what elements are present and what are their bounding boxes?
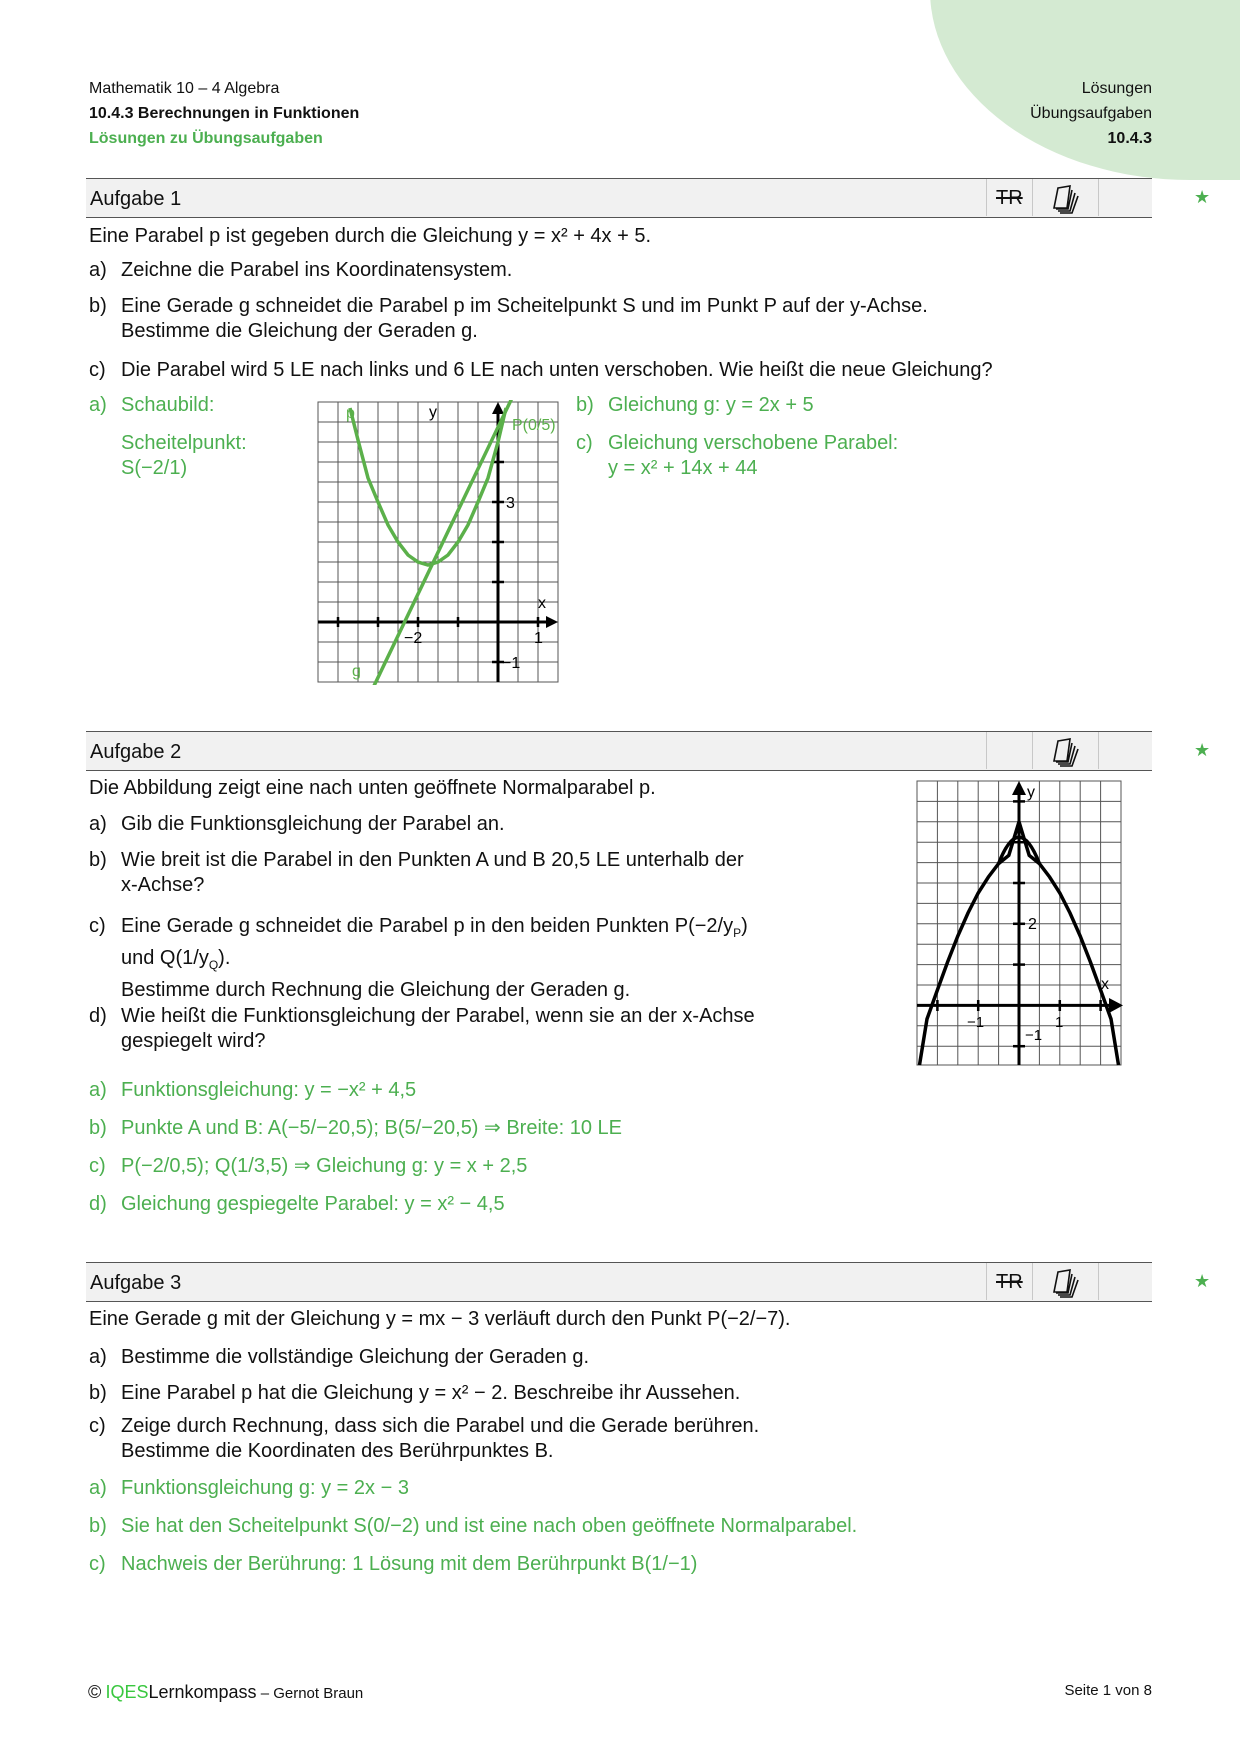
task-3-intro: Eine Gerade g mit der Gleichung y = mx − 3 verläuft durch den Punkt P(−2/−7).	[89, 1308, 791, 1330]
task-3-question-b: b) Eine Parabel p hat die Gleichung y = x² − 2. Beschreibe ihr Aussehen.	[89, 1382, 741, 1404]
task-1-question-b: b) Eine Gerade g schneidet die Parabel p im Scheitelpunkt S und im Punkt P auf der y-Achse. Bestimme die Gleichung der Geraden g.	[89, 295, 928, 342]
task-1-question-c: c) Die Parabel wird 5 LE nach links und 6 LE nach unten verschoben. Wie heißt die neue Gleichung?	[89, 359, 993, 381]
task-2-question-c: c) Eine Gerade g schneidet die Parabel p in den beiden Punkten $P(-2/y_P)$ und $Q(1/y_Q)$. Bestimme durch Rechnung die Gleichung der Geraden g.	[89, 915, 748, 1001]
divider	[1032, 1263, 1033, 1300]
task-2-solution-c: c) P(−2/0,5); Q(1/3,5) ⇒ Gleichung g: y = x + 2,5	[89, 1155, 528, 1177]
brand-lernkompass: Lernkompass	[148, 1682, 257, 1702]
task-title: Aufgabe 3	[90, 1272, 182, 1294]
label-p: p	[346, 405, 355, 422]
task-title: Aufgabe 2	[90, 741, 182, 763]
task-title: Aufgabe 1	[90, 188, 182, 210]
star-icon: ★	[1194, 187, 1211, 207]
svg-text:−1: −1	[1025, 1027, 1043, 1044]
subject-line: Mathematik 10 – 4 Algebra	[89, 80, 280, 97]
task-1-graph	[316, 400, 566, 685]
task-3-question-a: a) Bestimme die vollständige Gleichung der Geraden g.	[89, 1346, 590, 1368]
divider	[986, 179, 987, 216]
task-1-header	[86, 178, 1211, 218]
svg-text:x: x	[1101, 976, 1109, 993]
svg-text:y: y	[429, 404, 437, 421]
no-calculator-icon: TR	[996, 1271, 1023, 1293]
divider	[1098, 179, 1099, 216]
header-right-line2: Übungsaufgaben	[1030, 105, 1152, 122]
no-calculator-icon: TR	[996, 187, 1023, 209]
book-icon	[1048, 184, 1082, 214]
task-2-solution-d: d) Gleichung gespiegelte Parabel: y = x² − 4,5	[89, 1193, 505, 1215]
star-icon: ★	[1194, 1271, 1211, 1291]
task-1-solution-b: b) Gleichung g: y = 2x + 5	[576, 394, 814, 416]
task-1-question-a: a) Zeichne die Parabel ins Koordinatensystem.	[89, 259, 513, 281]
divider	[1032, 732, 1033, 769]
task-1-solution-c: c) Gleichung verschobene Parabel: y = x² + 14x + 44	[576, 432, 899, 479]
task-2-header	[86, 731, 1211, 771]
task-3-solution-b: b) Sie hat den Scheitelpunkt S(0/−2) und ist eine nach oben geöffnete Normalparabel.	[89, 1515, 858, 1537]
svg-text:y: y	[1027, 784, 1035, 801]
svg-text:1: 1	[534, 630, 543, 647]
task-2-intro: Die Abbildung zeigt eine nach unten geöffnete Normalparabel p.	[89, 777, 656, 799]
header-right-number: 10.4.3	[1107, 130, 1152, 147]
svg-text:−2: −2	[404, 630, 423, 647]
book-icon	[1048, 1268, 1082, 1298]
page-number: Seite 1 von 8	[1064, 1682, 1152, 1699]
svg-text:−1: −1	[502, 655, 521, 672]
task-2-question-b: b) Wie breit ist die Parabel in den Punkten A und B 20,5 LE unterhalb der x-Achse?	[89, 849, 744, 896]
svg-text:3: 3	[506, 495, 515, 512]
svg-text:2: 2	[1028, 916, 1037, 933]
divider	[1098, 732, 1099, 769]
label-g: g	[352, 663, 361, 680]
task-3-solution-a: a) Funktionsgleichung g: y = 2x − 3	[89, 1477, 409, 1499]
divider	[1032, 179, 1033, 216]
divider	[1098, 1263, 1099, 1300]
copyright-icon: ©	[88, 1682, 102, 1702]
book-icon	[1048, 737, 1082, 767]
svg-text:1: 1	[1055, 1014, 1064, 1031]
task-1-intro: Eine Parabel p ist gegeben durch die Gleichung y = x² + 4x + 5.	[89, 225, 652, 247]
star-icon: ★	[1194, 740, 1211, 760]
task-2-graph	[915, 779, 1125, 1069]
brand-iqes: IQES	[105, 1682, 149, 1702]
task-2-solution-a: a) Funktionsgleichung: y = −x² + 4,5	[89, 1079, 417, 1101]
svg-text:x: x	[538, 595, 546, 612]
task-3-question-c: c) Zeige durch Rechnung, dass sich die Parabel und die Gerade berühren. Bestimme die Koordinaten des Berührpunktes B.	[89, 1415, 760, 1462]
task-2-question-a: a) Gib die Funktionsgleichung der Parabel an.	[89, 813, 505, 835]
task-3-header	[86, 1262, 1211, 1302]
task-2-question-d: d) Wie heißt die Funktionsgleichung der Parabel, wenn sie an der x-Achse gespiegelt wird?	[89, 1005, 755, 1052]
divider	[986, 1263, 987, 1300]
author: – Gernot Braun	[260, 1685, 364, 1702]
divider	[986, 732, 987, 769]
document-header-left	[89, 76, 359, 151]
point-label: P(0/5)	[512, 417, 556, 434]
task-1-solution-a: a) Schaubild: Scheitelpunkt: S(−2/1)	[89, 394, 247, 479]
task-3-solution-c: c) Nachweis der Berührung: 1 Lösung mit dem Berührpunkt B(1/−1)	[89, 1553, 698, 1575]
footer-branding	[88, 1682, 363, 1703]
document-header-right	[1030, 76, 1152, 151]
document-subtitle: Lösungen zu Übungsaufgaben	[89, 130, 323, 147]
task-2-solution-b: b) Punkte A und B: A(−5/−20,5); B(5/−20,5) ⇒ Breite: 10 LE	[89, 1117, 622, 1139]
header-right-line1: Lösungen	[1081, 80, 1152, 97]
chapter-title: 10.4.3 Berechnungen in Funktionen	[89, 105, 360, 122]
svg-text:−1: −1	[967, 1014, 985, 1031]
